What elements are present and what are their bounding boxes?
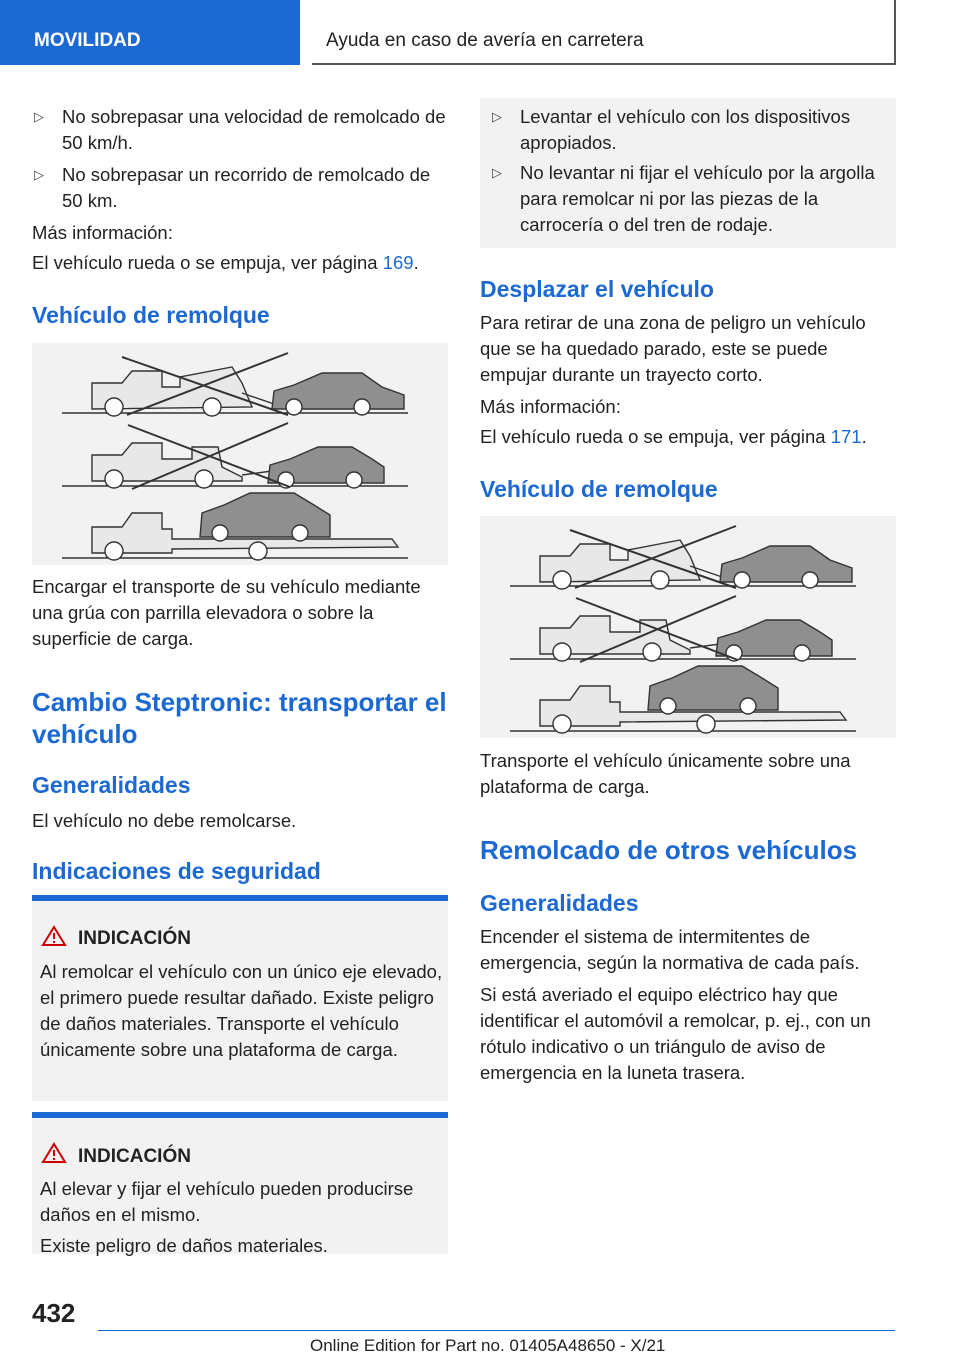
general-text: Si está averiado el equipo eléctrico hay que identificar el automóvil a remolcar, p. ej., con un rótulo indicativo o un triángulo de aviso de emergencia en la luneta trasera. <box>480 984 871 1083</box>
towing-trucks-image <box>32 343 448 565</box>
towing-illustration <box>480 516 896 738</box>
list-item: ▷ Levantar el vehículo con los dispositivos apropiados. <box>492 106 851 153</box>
towing-trucks-image <box>480 516 896 738</box>
warning-triangle-icon <box>41 925 67 947</box>
more-info-label: Más información: <box>32 222 173 243</box>
list-item: ▷ No sobrepasar un recorrido de remolcado de 50 km. <box>34 164 431 211</box>
notice-text: Al elevar y fijar el vehículo pueden producirse daños en el mismo. <box>40 1178 414 1225</box>
general-text: El vehículo no debe remolcarse. <box>32 810 297 831</box>
tow-text: Encargar el transporte de su vehículo mediante una grúa con parrilla elevadora o sobre la superficie de carga. <box>32 576 421 649</box>
steptronic-heading: Cambio Steptronic: transportar el vehículo <box>32 687 447 749</box>
triangle-right-icon: ▷ <box>34 109 44 124</box>
bullet-box <box>480 98 896 248</box>
page-link[interactable]: 169 <box>382 252 414 273</box>
chapter-header <box>312 0 896 65</box>
move-vehicle-heading: Desplazar el vehículo <box>480 276 714 302</box>
notice-title: INDICACIÓN <box>78 928 191 949</box>
section-tab <box>0 0 300 65</box>
warning-triangle-icon <box>41 1142 67 1164</box>
tow-vehicle-heading: Vehículo de remolque <box>480 476 718 502</box>
tow-others-heading: Remolcado de otros vehículos <box>480 835 858 865</box>
general-text: Encender el sistema de intermitentes de emergencia, según la normativa de cada país. <box>480 926 860 973</box>
move-text: Para retirar de una zona de peligro un vehículo que se ha quedado parado, este se puede empujar durante un trayecto corto. <box>480 312 866 385</box>
notice-title: INDICACIÓN <box>78 1146 191 1167</box>
towing-illustration <box>32 343 448 565</box>
notice-text: Existe peligro de daños materiales. <box>40 1235 328 1256</box>
list-item: ▷ No levantar ni fijar el vehículo por la argolla para remolcar ni por las piezas de la carrocería o del tren de rodaje. <box>492 162 875 235</box>
triangle-right-icon: ▷ <box>34 167 44 182</box>
triangle-right-icon: ▷ <box>492 109 502 124</box>
general-heading: Generalidades <box>32 772 191 798</box>
edition-note: Online Edition for Part no. 01405A48650 - X/21 <box>310 1336 666 1355</box>
page-reference: El vehículo rueda o se empuja, ver página 171. <box>480 426 867 447</box>
general-heading: Generalidades <box>480 890 639 916</box>
notice-text: Al remolcar el vehículo con un único eje elevado, el primero puede resultar dañado. Existe peligro de daños materiales. Transporte el vehículo únicamente sobre una plataforma de carga. <box>40 961 443 1060</box>
page-reference: El vehículo rueda o se empuja, ver página 169. <box>32 252 419 273</box>
triangle-right-icon: ▷ <box>492 165 502 180</box>
notice-box <box>32 1112 448 1254</box>
section-title: MOVILIDAD <box>34 30 141 51</box>
tow-text: Transporte el vehículo únicamente sobre una plataforma de carga. <box>480 750 851 797</box>
tow-vehicle-heading: Vehículo de remolque <box>32 302 270 328</box>
safety-heading: Indicaciones de seguridad <box>32 858 321 884</box>
footer-divider <box>98 1330 895 1331</box>
page-number: 432 <box>32 1298 76 1328</box>
notice-box <box>32 895 448 1101</box>
list-item: ▷ No sobrepasar una velocidad de remolcado de 50 km/h. <box>34 106 446 153</box>
more-info-label: Más información: <box>480 396 621 417</box>
chapter-title: Ayuda en caso de avería en carretera <box>326 30 644 51</box>
page-link[interactable]: 171 <box>830 426 862 447</box>
